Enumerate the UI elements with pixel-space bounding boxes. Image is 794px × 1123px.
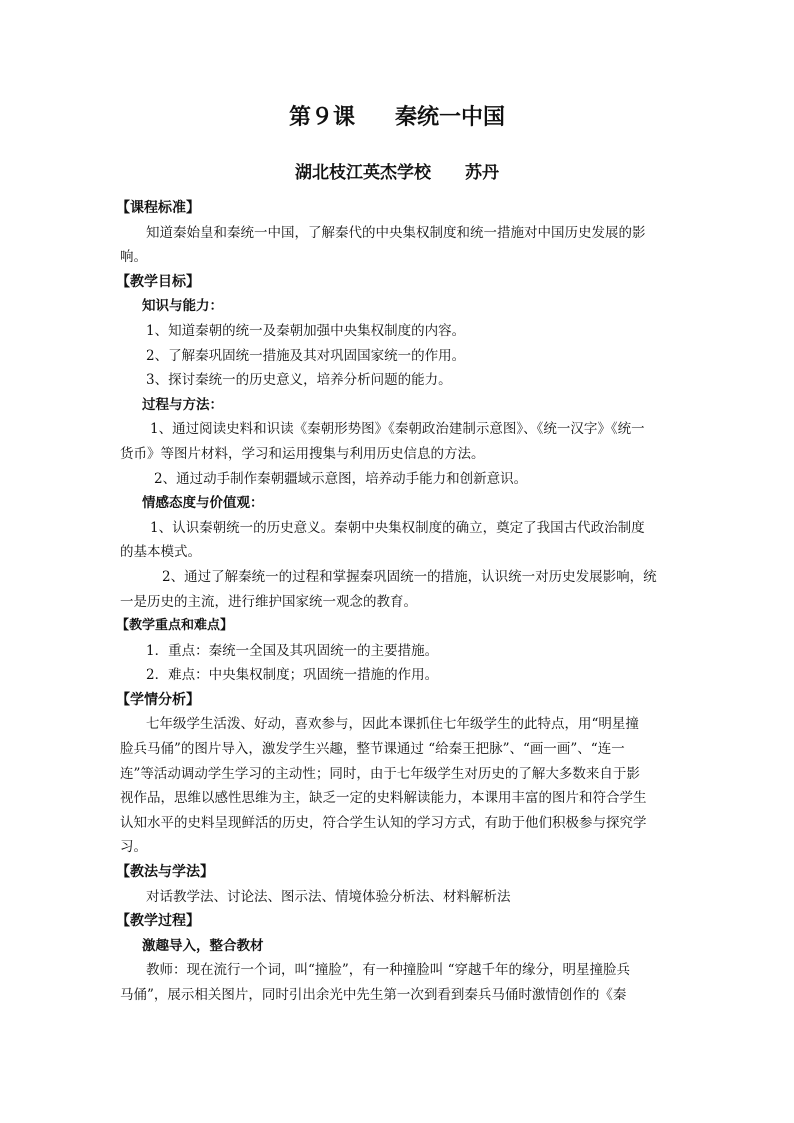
subsection-heading: 知识与能力： xyxy=(142,298,223,315)
text-line: 教师：现在流行一个词，叫“撞脸”，有一种撞脸叫 “穿越千年的缘分，明星撞脸兵 xyxy=(146,962,630,979)
text-line: 一是历史的主流，进行维护国家统一观念的教育。 xyxy=(120,593,417,610)
text-line: 1、通过阅读史料和识读《秦朝形势图》《秦朝政治建制示意图》、《统一汉字》《统一 xyxy=(150,421,645,438)
school-name: 湖北枝江英杰学校 xyxy=(295,163,431,183)
text-line: 2、通过了解秦统一的过程和掌握秦巩固统一的措施，认识统一对历史发展影响，统 xyxy=(162,568,657,585)
section-heading: 【教学目标】 xyxy=(116,273,200,290)
text-line: 马俑”，展示相关图片，同时引出余光中先生第一次到看到秦兵马俑时激情创作的《秦 xyxy=(120,987,627,1003)
text-line: 3、探讨秦统一的历史意义，培养分析问题的能力。 xyxy=(146,372,452,389)
text-line: 认知水平的史料呈现鲜活的历史，符合学生认知的学习方式，有助于他们积极参与探究学 xyxy=(120,814,647,831)
lesson-title: 秦统一中国 xyxy=(395,105,506,130)
text-line: 脸兵马俑”的图片导入，激发学生兴趣，整节课通过 “给秦王把脉”、“画一画”、“连一 xyxy=(120,741,625,758)
text-line: 知道秦始皇和秦统一中国，了解秦代的中央集权制度和统一措施对中国历史发展的影 xyxy=(146,224,646,241)
section-heading: 【学情分析】 xyxy=(116,691,200,708)
section-heading: 【课程标准】 xyxy=(116,200,200,216)
lesson-body xyxy=(116,196,680,1008)
teacher-name: 苏丹 xyxy=(465,163,499,183)
text-line: 视作品，思维以感性思维为主，缺乏一定的史料解读能力，本课用丰富的图片和符合学生 xyxy=(120,790,647,807)
text-line: 连”等活动调动学生学习的主动性；同时，由于七年级学生对历史的了解大多数来自于影 xyxy=(120,765,640,782)
text-line: 响。 xyxy=(120,249,147,266)
text-line: 2、通过动手制作秦朝疆域示意图，培养动手能力和创新意识。 xyxy=(154,470,528,487)
text-line: 习。 xyxy=(120,839,147,856)
text-line: 2、了解秦巩固统一措施及其对巩固国家统一的作用。 xyxy=(146,347,466,364)
text-line: 2．难点：中央集权制度；巩固统一措施的作用。 xyxy=(146,667,439,684)
section-heading: 【教学过程】 xyxy=(116,913,200,930)
text-line: 1、知道秦朝的统一及秦朝加强中央集权制度的内容。 xyxy=(146,322,466,339)
page-title xyxy=(0,100,794,131)
text-line: 七年级学生活泼、好动，喜欢参与，因此本课抓住七年级学生的此特点，用“明星撞 xyxy=(146,716,639,733)
subsection-heading: 激趣导入，整合教材 xyxy=(142,937,264,954)
subsection-heading: 情感态度与价值观： xyxy=(142,495,264,512)
subsection-heading: 过程与方法： xyxy=(142,396,223,413)
author-line xyxy=(0,158,794,183)
text-line: 1．重点：秦统一全国及其巩固统一的主要措施。 xyxy=(146,642,439,659)
section-heading: 【教法与学法】 xyxy=(116,864,214,881)
text-line: 的基本模式。 xyxy=(120,544,201,561)
lesson-number: 第９课 xyxy=(288,105,355,130)
text-line: 1、认识秦朝统一的历史意义。秦朝中央集权制度的确立，奠定了我国古代政治制度 xyxy=(150,519,645,536)
text-line: 对话教学法、讨论法、图示法、情境体验分析法、材料解析法 xyxy=(146,888,511,905)
text-line: 货币》等图片材料，学习和运用搜集与利用历史信息的方法。 xyxy=(120,445,485,462)
section-heading: 【教学重点和难点】 xyxy=(116,618,234,634)
